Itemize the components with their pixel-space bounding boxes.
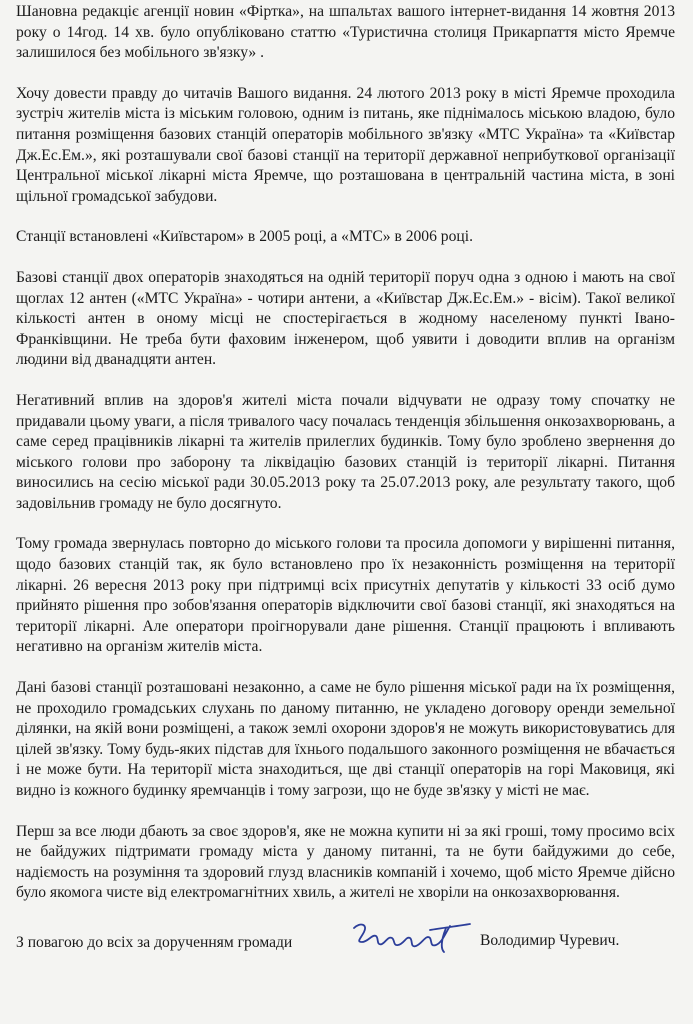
paragraph-meeting: Хочу довести правду до читачів Вашого видання. 24 лютого 2013 року в місті Яремче проходила зустріч жителів міста із міським головою, одним із питань, яке піднімалось міською владою, було питання розміщення базових станцій операторів мобільного зв'язку «МТС Україна» та «Київстар Дж.Ес.Ем.», які розташували свої базові станції на території державної неприбуткової організації Центральної міської лікарні міста Яремче, що розташована в центральній частина міста, в зоні щільної громадської забудови. — [16, 84, 675, 205]
paragraph-illegal: Дані базові станції розташовані незаконно, а саме не було рішення міської ради на їх розміщення, не проходило громадських слухань по даному питанню, не укладено договору оренди земельної ділянки, на якій вони розміщені, а також землі охорони здоров'я не можуть використовуватись для цілей зв'язку. Тому будь-яких підстав для їхнього подальшого законного розміщення не вбачається і не може бути. На території міста знаходиться, ще дві станції операторів на горі Маковиця, які видно із кожного будинку яремчанців і тому загрози, що не буде зв'язку у місті не має. — [16, 679, 675, 799]
paragraph-appeal: Перш за все люди дбають за своє здоров'я, яке не можна купити ні за які гроші, тому просимо всіх не байдужих підтримати громаду міста у даному питанні, та не бути байдужими до себе, надіємость на розуміння та здоровий глузд власників компаній і хочемо, щоб місто Яремче дійсно було якомога чисте від електромагнітних хвиль, а жителі не хворіли на онкозахворювання. — [16, 822, 675, 902]
paragraph-installation: Станції встановлені «Київстаром» в 2005 році, а «МТС» в 2006 році. — [16, 228, 473, 246]
signature-row — [16, 912, 675, 972]
paragraph-antennas: Базові станції двох операторів знаходяться на одній території поруч одна з одною і мають на свої щоглах 12 антен («МТС Україна» - чотири антени, а «Київстар Дж.Ес.Ем.» - вісім). Такої великої кількості антен в оному місці не спостерігається в жодному населеному пункті Івано-Франківщини. Не треба бути фаховим інженером, щоб уявити і доводити вплив на організм людини від дванадцяти антен. — [16, 268, 675, 369]
paragraph-health: Негативний вплив на здоров'я жителі міста почали відчувати не одразу тому спочатку не придавали цьому уваги, а після тривалого часу почалась тенденція збільшення онкозахворювань, а саме серед працівників лікарні та жителів прилеглих будинків. Тому було зроблено звернення до міського голови про заборону та ліквідацію базових станцій із території лікарні. Питання виносились на сесію міської ради 30.05.2013 року та 25.07.2013 року, але результату такого, щоб задовільнив громаду не було досягнуто. — [16, 391, 675, 512]
letter-body — [16, 2, 675, 904]
paragraph-council: Тому громада звернулась повторно до міського голови та просила допомоги у вирішенні питання, щодо базових станцій так, як було встановлено про їх незаконність розміщення на території лікарні. 26 вересня 2013 року при підтримці всіх присутніх депутатів у кількості 33 осіб думо прийнято рішення про зобов'язання операторів відключити свої базові станції, які знаходяться на території лікарні. Але оператори проігнорували дане рішення. Станції працюють і впливають негативно на організм жителів міста. — [16, 535, 675, 656]
closing-line: З повагою до всіх за дорученням громади — [16, 934, 293, 951]
paragraph-intro: Шановна редакціє агенції новин «Фіртка», на шпальтах вашого інтернет-видання 14 жовтня 2013 року о 14год. 14 хв. було опубліковано статтю «Туристична столиця Прикарпаття місто Яремче залишилося без мобільного зв'язку» . — [16, 3, 675, 62]
signer-name: Володимир Чуревич. — [480, 932, 620, 949]
handwritten-signature — [346, 918, 476, 954]
